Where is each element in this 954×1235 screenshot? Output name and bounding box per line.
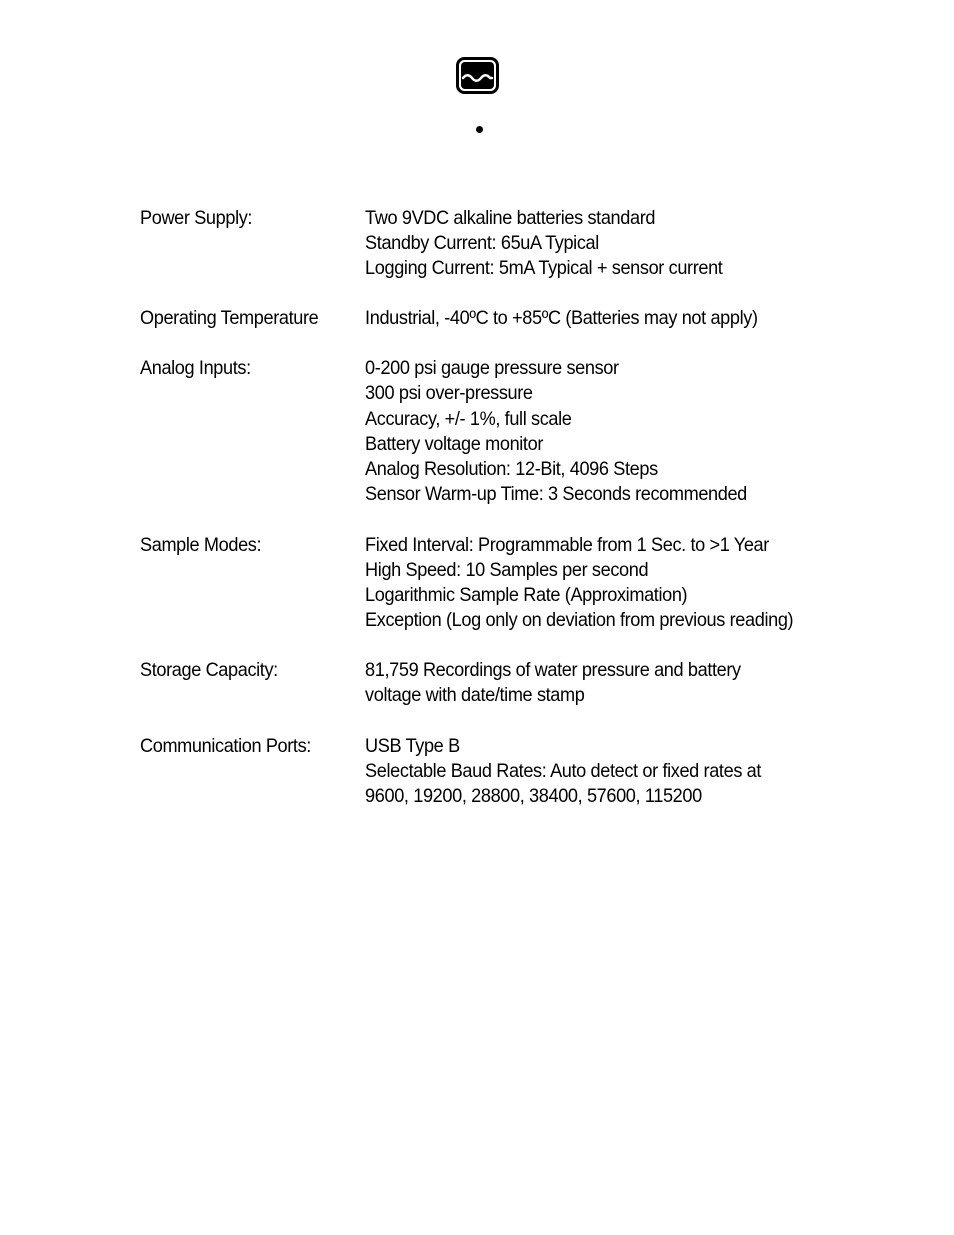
bullet-dot-icon bbox=[476, 126, 483, 133]
spec-row-communication-ports bbox=[140, 734, 791, 809]
spec-value-line: Fixed Interval: Programmable from 1 Sec. to >1 Year bbox=[365, 533, 769, 556]
spec-row-storage-capacity bbox=[140, 658, 791, 708]
spec-value-line: 9600, 19200, 28800, 38400, 57600, 115200 bbox=[365, 784, 702, 807]
spec-value-line: USB Type B bbox=[365, 734, 460, 757]
spec-values bbox=[365, 734, 791, 809]
spec-row-power-supply bbox=[140, 206, 791, 281]
spec-label: Analog Inputs: bbox=[140, 357, 251, 380]
spec-value-line: 0-200 psi gauge pressure sensor bbox=[365, 357, 619, 380]
water-wave-logo-icon bbox=[456, 57, 499, 94]
spec-value-line: Battery voltage monitor bbox=[365, 432, 543, 455]
spec-label: Communication Ports: bbox=[140, 734, 311, 757]
spec-values bbox=[365, 306, 791, 331]
spec-label: Sample Modes: bbox=[140, 533, 262, 556]
spec-value-line: 81,759 Recordings of water pressure and battery bbox=[365, 659, 741, 682]
spec-value-line: voltage with date/time stamp bbox=[365, 684, 585, 707]
spec-value-line: Analog Resolution: 12-Bit, 4096 Steps bbox=[365, 457, 658, 480]
spec-value-line: Selectable Baud Rates: Auto detect or fixed rates at bbox=[365, 759, 762, 782]
spec-value-line: Two 9VDC alkaline batteries standard bbox=[365, 207, 656, 229]
spec-label: Operating Temperature bbox=[140, 307, 319, 330]
spec-values bbox=[365, 206, 791, 281]
spec-row-analog-inputs bbox=[140, 356, 791, 507]
spec-value-line: 300 psi over-pressure bbox=[365, 382, 533, 405]
specifications-list bbox=[140, 206, 840, 809]
spec-label: Storage Capacity: bbox=[140, 659, 278, 682]
spec-label: Power Supply: bbox=[140, 207, 253, 229]
spec-row-operating-temperature bbox=[140, 306, 791, 331]
spec-value-line: Logarithmic Sample Rate (Approximation) bbox=[365, 584, 688, 607]
spec-value-line: Exception (Log only on deviation from previous reading) bbox=[365, 609, 794, 632]
spec-row-sample-modes bbox=[140, 533, 794, 633]
spec-value-line: Accuracy, +/- 1%, full scale bbox=[365, 407, 572, 430]
spec-values bbox=[365, 533, 793, 633]
spec-values bbox=[365, 658, 791, 708]
spec-value-line: Standby Current: 65uA Typical bbox=[365, 232, 599, 255]
spec-value-line: High Speed: 10 Samples per second bbox=[365, 559, 649, 582]
spec-value-line: Sensor Warm-up Time: 3 Seconds recommended bbox=[365, 482, 747, 505]
spec-value-line: Logging Current: 5mA Typical + sensor current bbox=[365, 257, 723, 280]
spec-values bbox=[365, 356, 791, 507]
spec-value-line: Industrial, -40ºC to +85ºC (Batteries may not apply) bbox=[365, 307, 758, 330]
